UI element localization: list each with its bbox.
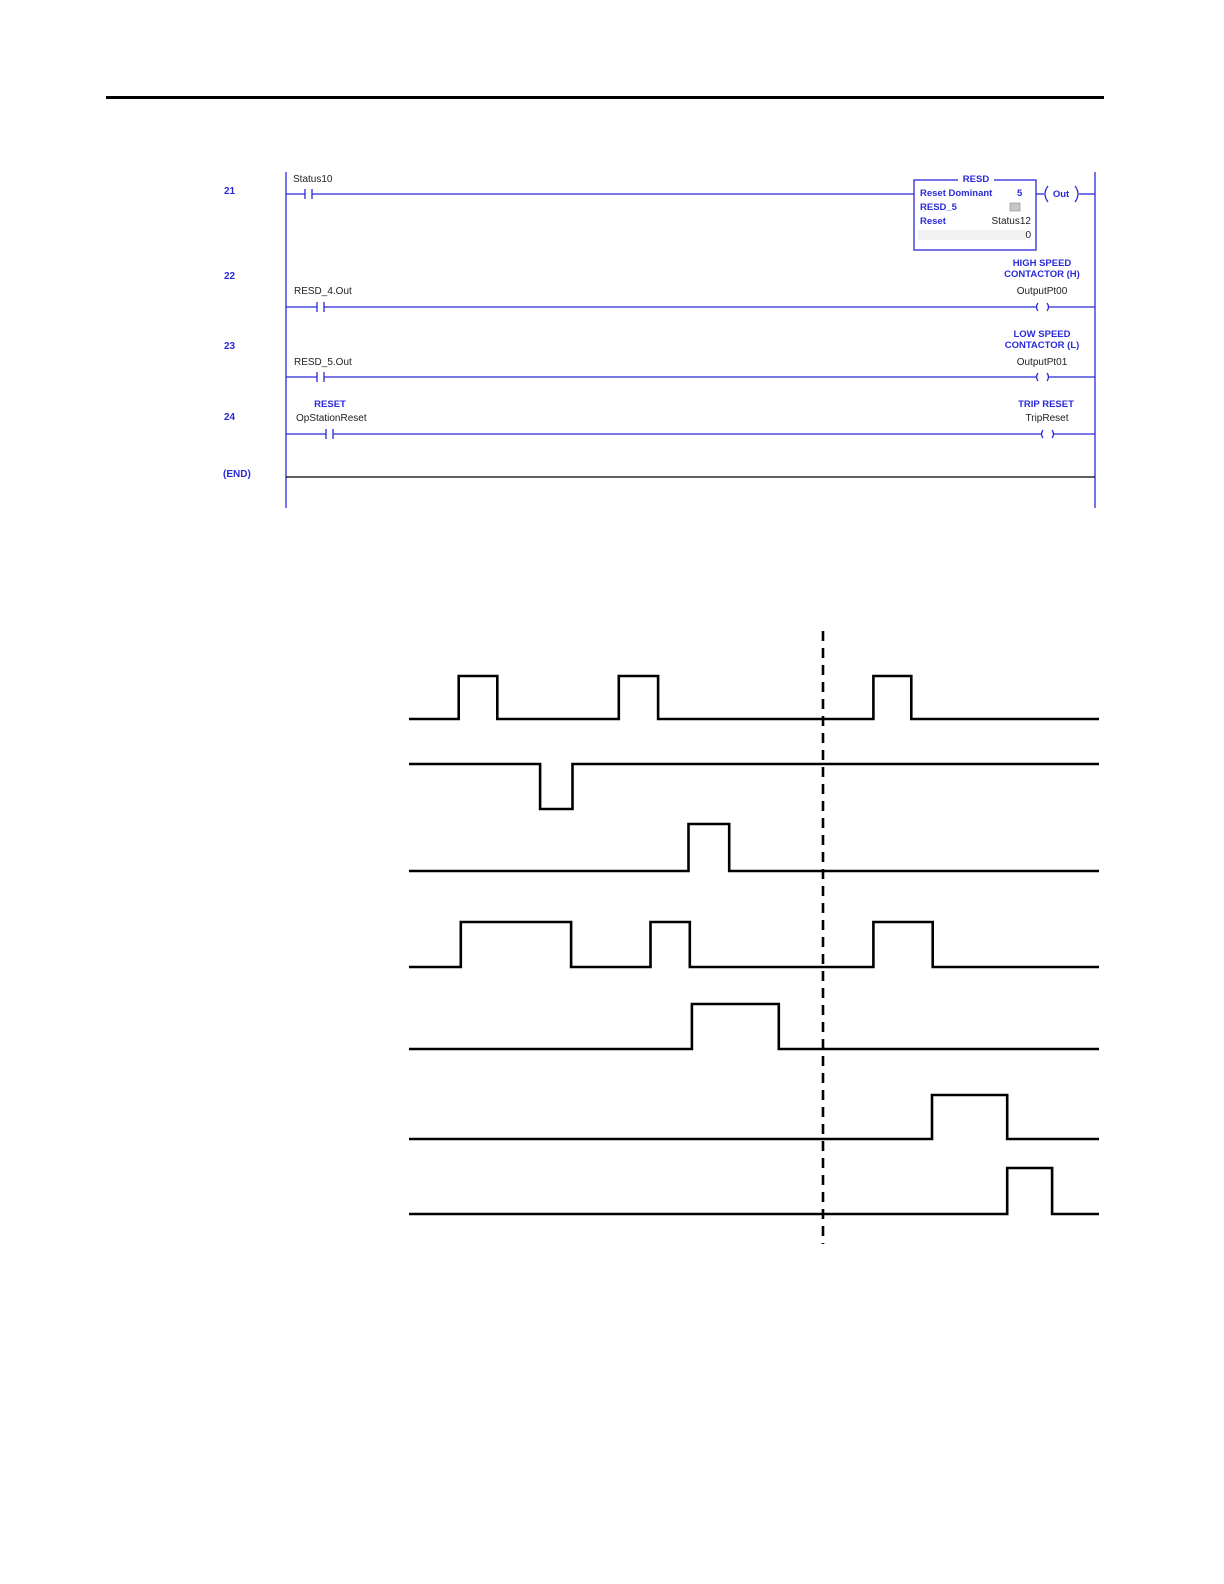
no-contact-icon — [317, 302, 324, 312]
block-param-label: Reset — [920, 216, 946, 227]
block-output-label: Out — [1052, 189, 1070, 200]
rung-number: 24 — [224, 412, 236, 423]
contact-tag: Status10 — [293, 174, 333, 185]
block-param-value: 5 — [1017, 188, 1023, 199]
ellipsis-button-icon[interactable] — [1010, 203, 1020, 211]
signal-trace-2 — [409, 764, 1099, 809]
block-param-value: 0 — [1025, 230, 1031, 241]
rung-number: 23 — [224, 341, 236, 352]
rung-22 — [286, 258, 1095, 312]
signal-trace-3 — [409, 824, 1099, 871]
contact-tag: RESD_5.Out — [294, 357, 352, 368]
block-param-tag: Status12 — [991, 216, 1031, 227]
no-contact-icon — [305, 189, 312, 199]
coil-tag: OutputPt01 — [1016, 357, 1068, 368]
rung-24 — [286, 399, 1095, 439]
signal-trace-1 — [409, 676, 1099, 719]
contact-tag: RESD_4.Out — [294, 286, 352, 297]
signal-trace-5 — [409, 1004, 1099, 1049]
coil-icon — [1042, 430, 1054, 438]
end-label: (END) — [223, 469, 251, 480]
signal-trace-6 — [409, 1095, 1099, 1139]
no-contact-icon — [317, 372, 324, 382]
coil-tag: OutputPt00 — [1016, 286, 1068, 297]
no-contact-icon — [326, 429, 333, 439]
contact-tag: OpStationReset — [296, 413, 367, 424]
coil-description: CONTACTOR (L) — [1004, 340, 1080, 351]
coil-description: LOW SPEED — [1013, 329, 1071, 340]
coil-description: TRIP RESET — [1018, 399, 1074, 410]
rung-number: 22 — [224, 271, 236, 282]
block-param-label: RESD_5 — [920, 202, 957, 213]
coil-icon — [1037, 373, 1049, 381]
rung-number: 21 — [224, 186, 236, 197]
timing-diagram — [409, 631, 1099, 1244]
coil-tag: TripReset — [1025, 413, 1069, 424]
rung-23 — [286, 329, 1095, 382]
signal-trace-4 — [409, 922, 1099, 967]
contact-description: RESET — [314, 399, 346, 410]
block-param-label: Reset Dominant — [920, 188, 993, 199]
coil-description: HIGH SPEED — [1012, 258, 1072, 269]
block-title: RESD — [962, 174, 990, 185]
rung-21 — [286, 174, 1095, 250]
coil-icon — [1037, 303, 1049, 311]
ladder-diagram — [223, 172, 1095, 508]
coil-description: CONTACTOR (H) — [1004, 269, 1080, 280]
signal-trace-7 — [409, 1168, 1099, 1214]
